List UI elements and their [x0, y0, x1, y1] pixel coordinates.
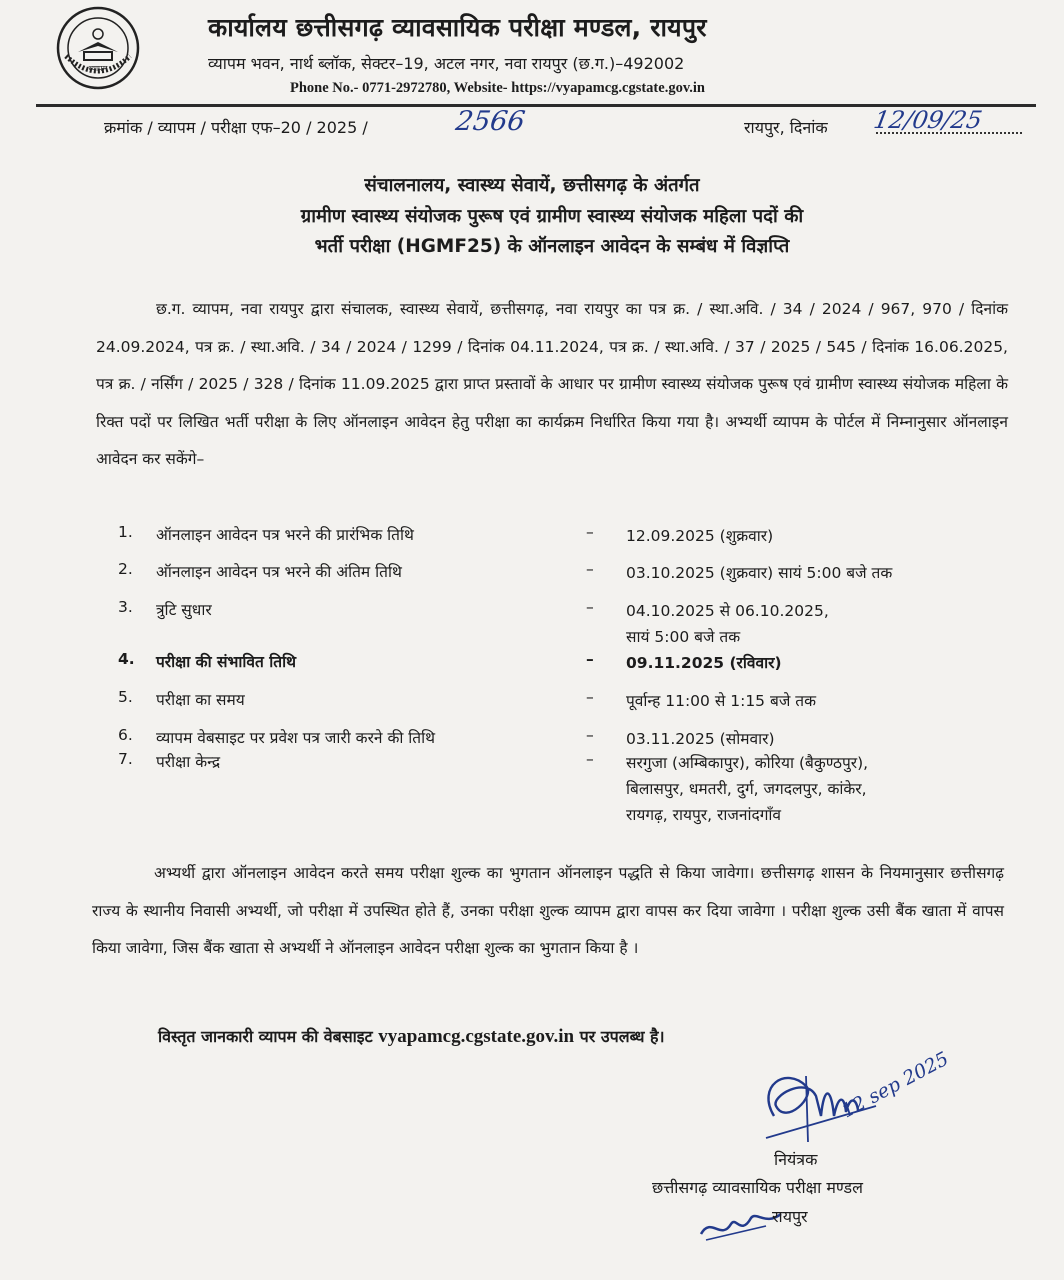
reference-number: क्रमांक / व्यापम / परीक्षा एफ–20 / 2025 / [104, 118, 368, 137]
schedule-value [626, 598, 829, 650]
schedule-value-line: पूर्वान्ह 11:00 से 1:15 बजे तक [626, 692, 816, 710]
controller-signature [746, 1046, 976, 1156]
date-label: रायपुर, दिनांक [744, 118, 828, 137]
more-info-prefix: विस्तृत जानकारी व्यापम की वेबसाइट [158, 1027, 373, 1046]
more-info-line [158, 1025, 665, 1048]
signatory-city: रायपुर [772, 1207, 808, 1226]
logo-text: व्यापम [88, 64, 108, 73]
schedule-label: ऑनलाइन आवेदन पत्र भरने की अंतिम तिथि [156, 563, 402, 581]
schedule-value-line: सायं 5:00 बजे तक [626, 628, 741, 646]
schedule-value-line: बिलासपुर, धमतरी, दुर्ग, जगदलपुर, कांकेर, [626, 780, 867, 798]
notice-title-line-2: ग्रामीण स्वास्थ्य संयोजक पुरूष एवं ग्रामीण स्वास्थ्य संयोजक महिला पदों की [300, 206, 804, 227]
signatory-designation: नियंत्रक [774, 1150, 818, 1169]
office-address: व्यापम भवन, नार्थ ब्लॉक, सेक्टर–19, अटल नगर, नवा रायपुर (छ.ग.)–492002 [208, 54, 685, 73]
reference-number-handwritten: 2566 [453, 106, 527, 137]
schedule-dash: – [586, 650, 594, 668]
schedule-label: परीक्षा केन्द्र [156, 753, 221, 771]
office-title: कार्यालय छत्तीसगढ़ व्यावसायिक परीक्षा मण्डल, रायपुर [208, 13, 707, 42]
more-info-suffix: पर उपलब्ध है। [579, 1027, 665, 1046]
schedule-value [626, 560, 892, 586]
schedule-value [626, 726, 775, 752]
fee-paragraph-text: अभ्यर्थी द्वारा ऑनलाइन आवेदन करते समय परीक्षा शुल्क का भुगतान ऑनलाइन पद्धति से किया जावेगा। छत्तीसगढ़ शासन के नियमानुसार छत्तीसगढ़ राज्य के स्थानीय निवासी अभ्यर्थी, जो परीक्षा में उपस्थित होते हैं, उनका परीक्षा शुल्क व्यापम द्वारा वापस कर दिया जावेगा । परीक्षा शुल्क उसी बैंक खाता में वापस किया जावेगा, जिस बैंक खाता से अभ्यर्थी ने ऑनलाइन आवेदन परीक्षा शुल्क का भुगतान किया है । [92, 864, 1004, 957]
fee-paragraph [92, 855, 1004, 968]
schedule-value [626, 750, 868, 828]
schedule-number: 1. [118, 523, 133, 541]
schedule-value [626, 523, 773, 549]
schedule-dash: – [586, 726, 594, 744]
schedule-number: 6. [118, 726, 133, 744]
intro-paragraph-text: छ.ग. व्यापम, नवा रायपुर द्वारा संचालक, स्वास्थ्य सेवायें, छत्तीसगढ़, नवा रायपुर का पत्र क्र. / स्था.अवि. / 34 / 2024 / 967, 970 / दिनांक 24.09.2024, पत्र क्र. / स्था.अवि. / 34 / 2024 / 1299 / दिनांक 04.11.2024, पत्र क्र. / स्था.अवि. / 37 / 2025 / 545 / दिनांक 16.06.2025, पत्र क्र. / नर्सिंग / 2025 / 328 / दिनांक 11.09.2025 द्वारा प्राप्त प्रस्तावों के आधार पर ग्रामीण स्वास्थ्य संयोजक पुरूष एवं ग्रामीण स्वास्थ्य संयोजक महिला के रिक्त पदों पर लिखित भर्ती परीक्षा के लिए ऑनलाइन आवेदन हेतु परीक्षा का कार्यक्रम निर्धारित किया गया है। अभ्यर्थी व्यापम के पोर्टल में निम्नानुसार ऑनलाइन आवेदन कर सकेंगे– [96, 300, 1008, 468]
schedule-value [626, 688, 816, 714]
schedule-number: 7. [118, 750, 133, 768]
schedule-label: परीक्षा की संभावित तिथि [156, 653, 297, 671]
intro-paragraph [96, 291, 1008, 479]
schedule-label: ऑनलाइन आवेदन पत्र भरने की प्रारंभिक तिथि [156, 526, 414, 544]
schedule-dash: – [586, 523, 594, 541]
schedule-value-line: 04.10.2025 से 06.10.2025, [626, 602, 829, 620]
schedule-label: त्रुटि सुधार [156, 601, 212, 619]
office-contact: Phone No.- 0771-2972780, Website- https://vyapamcg.cgstate.gov.in [290, 80, 705, 96]
schedule-value-line: 09.11.2025 (रविवार) [626, 654, 782, 672]
signatory-organization: छत्तीसगढ़ व्यावसायिक परीक्षा मण्डल [652, 1178, 863, 1197]
schedule-dash: – [586, 560, 594, 578]
schedule-dash: – [586, 750, 594, 768]
schedule-number: 3. [118, 598, 133, 616]
schedule-label: परीक्षा का समय [156, 691, 245, 709]
schedule-value-line: 03.10.2025 (शुक्रवार) सायं 5:00 बजे तक [626, 564, 893, 582]
schedule-value-line: सरगुजा (अम्बिकापुर), कोरिया (बैकुण्ठपुर), [626, 754, 869, 772]
schedule-number: 2. [118, 560, 133, 578]
schedule-dash: – [586, 598, 594, 616]
notice-title-line-1: संचालनालय, स्वास्थ्य सेवायें, छत्तीसगढ़ के अंतर्गत [364, 175, 700, 196]
date-handwritten: 12/09/25 [871, 106, 985, 134]
schedule-number: 5. [118, 688, 133, 706]
notice-title-line-3: भर्ती परीक्षा (HGMF25) के ऑनलाइन आवेदन के सम्बंध में विज्ञप्ति [314, 236, 790, 257]
vyapam-logo [56, 6, 140, 90]
website-link[interactable]: vyapamcg.cgstate.gov.in [378, 1026, 575, 1047]
schedule-value [626, 650, 782, 676]
schedule-value-line: 12.09.2025 (शुक्रवार) [626, 527, 774, 545]
schedule-number: 4. [118, 650, 135, 668]
signature-date: 12 sep 2025 [838, 1047, 953, 1123]
schedule-value-line: रायगढ़, रायपुर, राजनांदगाँव [626, 806, 782, 824]
schedule-value-line: 03.11.2025 (सोमवार) [626, 730, 775, 748]
schedule-dash: – [586, 688, 594, 706]
schedule-label: व्यापम वेबसाइट पर प्रवेश पत्र जारी करने की तिथि [156, 729, 436, 747]
